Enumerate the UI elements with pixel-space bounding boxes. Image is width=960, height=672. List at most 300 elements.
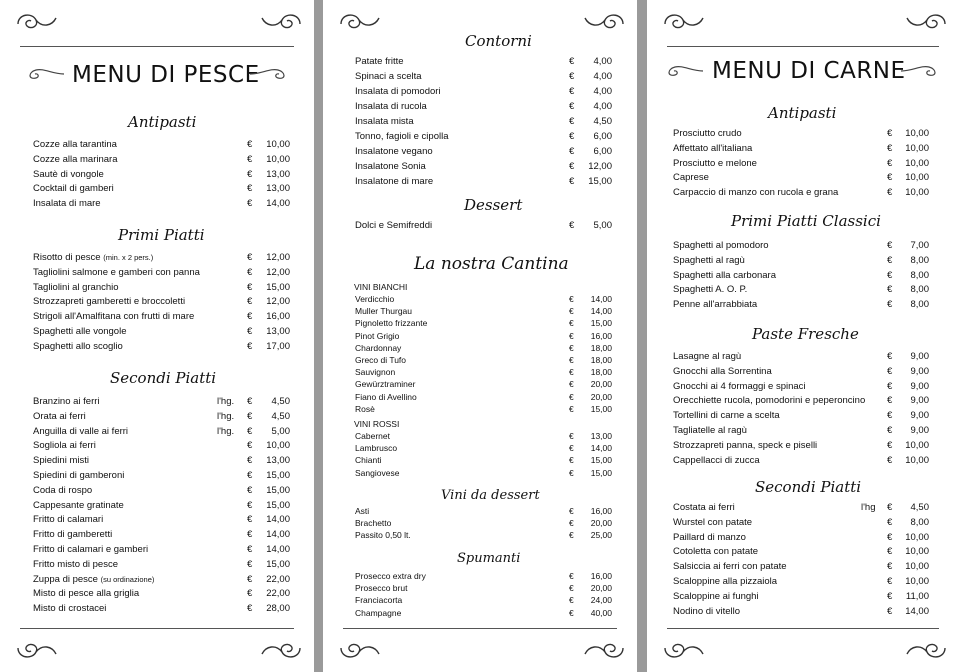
item-price: 9,00	[910, 410, 929, 422]
item-name: Cappesante gratinate	[33, 499, 124, 511]
item-name: Spaghetti alle vongole	[33, 326, 127, 337]
item-price: 16,00	[590, 330, 612, 341]
item-price: 18,00	[590, 367, 612, 378]
euro-sign: €	[247, 558, 253, 570]
menu-item	[0, 295, 314, 309]
item-price: 14,00	[590, 443, 612, 454]
menu-item	[647, 501, 960, 515]
item-name: Strigoli all'Amalfitana con frutti di mare	[33, 311, 195, 323]
ornament-flourish-icon	[258, 634, 304, 664]
item-name: Spinaci a scelta	[355, 71, 422, 82]
item-price: 4,50	[593, 116, 612, 127]
euro-sign: €	[569, 86, 575, 97]
item-price: 14,00	[905, 605, 929, 617]
item-name: Scaloppine alla pizzaiola	[673, 576, 778, 587]
menu-item	[0, 439, 314, 453]
item-name: Misto di crostacei	[33, 603, 107, 615]
menu-item	[0, 499, 314, 513]
menu-item	[323, 145, 637, 159]
item-price: 15,00	[266, 484, 290, 496]
item-price: 8,00	[910, 299, 929, 311]
title-rule	[667, 46, 939, 47]
menu-item	[0, 573, 314, 587]
euro-sign: €	[247, 588, 253, 600]
item-price: 13,00	[266, 183, 290, 195]
menu-item	[647, 590, 960, 604]
item-name: Gnocchi alla Sorrentina	[673, 365, 772, 377]
menu-item	[647, 157, 960, 171]
euro-sign: €	[887, 439, 893, 451]
item-price: 22,00	[266, 573, 290, 585]
menu-item	[0, 454, 314, 468]
menu-item	[0, 410, 314, 424]
section-heading-secondi: Secondi Piatti	[755, 478, 862, 496]
menu-item	[323, 378, 637, 390]
item-name: Wurstel con patate	[673, 516, 753, 528]
item-name: Tagliolini al granchio	[33, 281, 119, 293]
menu-item	[0, 197, 314, 211]
euro-sign: €	[569, 355, 574, 365]
menu-item	[323, 366, 637, 378]
euro-sign: €	[247, 183, 253, 195]
euro-sign: €	[887, 395, 893, 407]
item-name: Pignoletto frizzante	[355, 318, 428, 329]
item-name: Tonno, fagioli e cipolla	[355, 131, 449, 142]
item-price: 8,00	[910, 284, 929, 296]
euro-sign: €	[569, 607, 574, 618]
item-name: Cozze alla marinara	[33, 153, 118, 165]
item-name: Strozzapreti panna, speck e piselli	[673, 439, 818, 451]
item-price: 15,00	[266, 281, 290, 293]
item-name: Fritto di calamari	[33, 514, 104, 526]
euro-sign: €	[247, 168, 253, 180]
menu-item	[647, 298, 960, 312]
item-name: Scaloppine ai funghi	[673, 590, 759, 602]
ornament-flourish-icon	[661, 634, 707, 664]
item-price: 18,00	[590, 355, 612, 365]
euro-sign: €	[569, 443, 574, 454]
item-name: Cappellacci di zucca	[673, 454, 760, 466]
item-price: 10,00	[905, 546, 929, 558]
euro-sign: €	[247, 455, 253, 467]
euro-sign: €	[247, 311, 253, 323]
item-name: Champagne	[355, 607, 402, 618]
item-name: Strozzapreti gamberetti e broccoletti	[33, 296, 186, 308]
item-price: 17,00	[266, 340, 290, 352]
item-name: Orata ai ferri	[33, 410, 86, 422]
euro-sign: €	[247, 296, 253, 308]
item-name: Chianti	[355, 455, 382, 466]
euro-sign: €	[247, 340, 253, 352]
menu-item	[647, 605, 960, 619]
section-heading-vini-dessert: Vini da dessert	[441, 488, 540, 503]
menu-item	[647, 350, 960, 364]
menu-item	[323, 582, 637, 594]
menu-item	[0, 543, 314, 557]
item-price: 8,00	[910, 269, 929, 281]
item-name: Cozze alla tarantina	[33, 139, 117, 150]
item-name: Gewürztraminer	[355, 379, 416, 390]
euro-sign: €	[247, 603, 253, 615]
item-price: 15,00	[266, 499, 290, 511]
item-price: 16,00	[590, 571, 612, 581]
euro-sign: €	[887, 299, 893, 311]
menu-item	[323, 570, 637, 582]
item-price: 24,00	[590, 595, 612, 606]
title-swash-left-icon	[24, 66, 66, 82]
menu-item	[0, 153, 314, 167]
euro-sign: €	[247, 326, 253, 337]
menu-item	[647, 516, 960, 530]
bottom-rule	[667, 628, 939, 629]
menu-item	[323, 115, 637, 129]
menu-item	[323, 100, 637, 114]
menu-item	[323, 607, 637, 619]
euro-sign: €	[247, 266, 253, 278]
euro-sign: €	[887, 351, 893, 362]
euro-sign: €	[569, 391, 574, 402]
item-price: 10,00	[905, 172, 929, 184]
item-name: Asti	[355, 506, 370, 516]
item-name: Salsiccia ai ferri con patate	[673, 561, 787, 573]
item-price: 8,00	[910, 254, 929, 266]
item-name: Cotoletta con patate	[673, 546, 759, 558]
euro-sign: €	[569, 571, 574, 581]
menu-item	[647, 545, 960, 559]
euro-sign: €	[247, 484, 253, 496]
euro-sign: €	[569, 342, 574, 353]
menu-item	[0, 310, 314, 324]
menu-item	[0, 558, 314, 572]
item-price: 14,00	[266, 198, 290, 210]
euro-sign: €	[569, 306, 574, 317]
menu-item	[0, 587, 314, 601]
item-name: Verdicchio	[355, 294, 395, 304]
item-price: 9,00	[910, 380, 929, 392]
item-note: (su ordinazione)	[100, 574, 155, 584]
menu-item	[647, 560, 960, 574]
item-price: 15,00	[590, 403, 612, 414]
menu-item	[323, 330, 637, 342]
euro-sign: €	[247, 410, 253, 422]
item-price: 10,00	[905, 454, 929, 466]
euro-sign: €	[569, 367, 574, 378]
euro-sign: €	[569, 131, 575, 142]
menu-item	[0, 325, 314, 339]
section-heading-antipasti: Antipasti	[768, 104, 837, 122]
euro-sign: €	[247, 529, 253, 541]
menu-item	[647, 283, 960, 297]
euro-sign: €	[887, 254, 893, 266]
item-price: 10,00	[905, 128, 929, 139]
item-name: Lambrusco	[355, 443, 398, 454]
item-price: 13,00	[266, 168, 290, 180]
item-price: 10,00	[905, 439, 929, 451]
section-heading-contorni: Contorni	[465, 32, 532, 50]
menu-item	[323, 505, 637, 517]
ornament-flourish-icon	[903, 634, 949, 664]
title-rule	[20, 46, 294, 47]
item-price: 11,00	[905, 590, 929, 602]
middle-menu-panel	[323, 0, 637, 672]
item-name: Fritto di calamari e gamberi	[33, 544, 149, 555]
item-price: 4,50	[271, 396, 290, 407]
item-name: Fiano di Avellino	[355, 391, 417, 402]
euro-sign: €	[569, 146, 575, 157]
euro-sign: €	[569, 294, 574, 304]
euro-sign: €	[569, 379, 574, 390]
euro-sign: €	[247, 544, 253, 555]
menu-item	[0, 251, 314, 265]
euro-sign: €	[247, 198, 253, 210]
item-name: Spaghetti allo scoglio	[33, 340, 123, 352]
item-price: 4,50	[910, 502, 929, 513]
euro-sign: €	[887, 425, 893, 436]
euro-sign: €	[887, 590, 893, 602]
item-price: 13,00	[266, 455, 290, 467]
euro-sign: €	[887, 561, 893, 573]
bottom-rule	[20, 628, 294, 629]
euro-sign: €	[569, 176, 575, 187]
menu-item	[0, 484, 314, 498]
ornament-flourish-icon	[581, 634, 627, 664]
menu-item	[0, 513, 314, 527]
euro-sign: €	[569, 518, 574, 529]
menu-item	[0, 395, 314, 409]
menu-item	[647, 269, 960, 283]
item-name: Sautè di vongole	[33, 168, 104, 180]
item-unit: l'hg.	[217, 410, 235, 422]
euro-sign: €	[569, 431, 574, 441]
item-name: Insalata di rucola	[355, 101, 427, 112]
item-name: Insalatone Sonia	[355, 161, 426, 172]
fish-menu-title: MENU DI PESCE	[72, 62, 260, 88]
item-name: Paillard di manzo	[673, 531, 746, 543]
euro-sign: €	[569, 583, 574, 594]
item-name: Carpaccio di manzo con rucola e grana	[673, 187, 839, 199]
item-price: 15,00	[590, 318, 612, 329]
ornament-flourish-icon	[661, 8, 707, 38]
menu-item	[647, 239, 960, 253]
item-name: Franciacorta	[355, 595, 403, 606]
menu-item	[323, 130, 637, 144]
ornament-flourish-icon	[903, 8, 949, 38]
item-name: Branzino ai ferri	[33, 396, 100, 407]
euro-sign: €	[569, 220, 575, 231]
menu-item	[323, 454, 637, 466]
ornament-flourish-icon	[337, 8, 383, 38]
item-price: 40,00	[590, 607, 612, 618]
euro-sign: €	[887, 605, 893, 617]
menu-item	[323, 517, 637, 529]
item-price: 14,00	[266, 544, 290, 555]
euro-sign: €	[887, 187, 893, 199]
section-heading-spumanti: Spumanti	[457, 551, 521, 566]
euro-sign: €	[569, 530, 574, 541]
item-name: Cabernet	[355, 431, 390, 441]
item-name: Insalatone di mare	[355, 176, 434, 187]
item-name: Misto di pesce alla griglia	[33, 588, 140, 600]
item-name: Gnocchi ai 4 formaggi e spinaci	[673, 380, 806, 392]
item-name: Nodino di vitello	[673, 605, 741, 617]
euro-sign: €	[247, 153, 253, 165]
item-price: 20,00	[590, 379, 612, 390]
item-price: 12,00	[588, 161, 612, 172]
item-name: Tortellini di carne a scelta	[673, 410, 780, 422]
item-price: 9,00	[910, 351, 929, 362]
euro-sign: €	[569, 101, 575, 112]
euro-sign: €	[569, 161, 575, 172]
item-price: 16,00	[590, 506, 612, 516]
euro-sign: €	[569, 467, 574, 478]
menu-item	[0, 168, 314, 182]
menu-item	[0, 281, 314, 295]
item-price: 4,00	[593, 56, 612, 67]
menu-item	[0, 469, 314, 483]
menu-item	[323, 305, 637, 317]
euro-sign: €	[887, 546, 893, 558]
item-price: 15,00	[588, 176, 612, 187]
menu-item	[647, 439, 960, 453]
item-name: Brachetto	[355, 518, 392, 529]
menu-item	[0, 182, 314, 196]
item-price: 4,00	[593, 86, 612, 97]
euro-sign: €	[887, 172, 893, 184]
menu-item	[647, 142, 960, 156]
euro-sign: €	[887, 365, 893, 377]
item-name: Spaghetti alla carbonara	[673, 269, 776, 281]
euro-sign: €	[569, 116, 575, 127]
item-price: 15,00	[590, 455, 612, 466]
item-price: 4,00	[593, 71, 612, 82]
menu-item	[323, 175, 637, 189]
menu-item	[0, 602, 314, 616]
item-name: Spaghetti A. O. P.	[673, 284, 748, 296]
item-price: 10,00	[905, 531, 929, 543]
menu-item	[323, 219, 637, 233]
item-unit: l'hg	[861, 502, 876, 513]
euro-sign: €	[247, 281, 253, 293]
menu-item	[647, 127, 960, 141]
meat-menu-panel	[647, 0, 960, 672]
menu-item	[647, 380, 960, 394]
item-price: 5,00	[593, 220, 612, 231]
menu-item	[323, 442, 637, 454]
euro-sign: €	[887, 240, 893, 251]
item-unit: l'hg.	[217, 425, 235, 437]
euro-sign: €	[569, 403, 574, 414]
item-price: 20,00	[590, 518, 612, 529]
item-price: 6,00	[593, 131, 612, 142]
item-name: Penne all'arrabbiata	[673, 299, 758, 311]
item-price: 10,00	[905, 576, 929, 587]
menu-item	[323, 403, 637, 415]
item-name: Cocktail di gamberi	[33, 183, 114, 195]
menu-item	[647, 171, 960, 185]
menu-item	[647, 575, 960, 589]
item-unit: l'hg.	[217, 396, 235, 407]
euro-sign: €	[247, 499, 253, 511]
item-name: Spaghetti al pomodoro	[673, 240, 769, 251]
item-price: 20,00	[590, 583, 612, 594]
item-price: 12,00	[266, 266, 290, 278]
menu-item	[0, 528, 314, 542]
item-price: 13,00	[266, 326, 290, 337]
title-swash-right-icon	[248, 66, 290, 82]
euro-sign: €	[887, 531, 893, 543]
wine-subheading-white: VINI BIANCHI	[354, 282, 408, 292]
item-name: Fritto misto di pesce	[33, 558, 118, 570]
item-price: 14,00	[266, 529, 290, 541]
menu-item	[647, 409, 960, 423]
menu-item	[323, 342, 637, 354]
title-swash-left-icon	[663, 63, 705, 79]
ornament-flourish-icon	[581, 8, 627, 38]
menu-item	[323, 55, 637, 69]
item-name: Spiedini di gamberoni	[33, 470, 125, 481]
item-price: 10,00	[905, 157, 929, 169]
item-name: Insalata di pomodori	[355, 86, 441, 97]
item-price: 22,00	[266, 588, 290, 600]
item-name: Tagliolini salmone e gamberi con panna	[33, 266, 200, 278]
item-name: Tagliatelle al ragù	[673, 425, 747, 436]
menu-item	[647, 424, 960, 438]
menu-item	[323, 529, 637, 541]
section-heading-dessert: Dessert	[464, 196, 523, 214]
item-price: 8,00	[910, 516, 929, 528]
section-heading-primi: Primi Piatti Classici	[731, 212, 881, 230]
menu-item	[323, 594, 637, 606]
menu-item	[323, 293, 637, 305]
menu-item	[323, 430, 637, 442]
euro-sign: €	[887, 269, 893, 281]
item-name: Prosecco brut	[355, 583, 408, 594]
meat-menu-title: MENU DI CARNE	[712, 58, 906, 84]
item-price: 9,00	[910, 425, 929, 436]
item-name: Chardonnay	[355, 342, 402, 353]
item-price: 20,00	[590, 391, 612, 402]
item-price: 10,00	[905, 187, 929, 199]
section-heading-antipasti: Antipasti	[128, 113, 197, 131]
item-name: Fritto di gamberetti	[33, 529, 113, 541]
ornament-flourish-icon	[337, 634, 383, 664]
euro-sign: €	[569, 71, 575, 82]
menu-item	[647, 254, 960, 268]
item-price: 14,00	[266, 514, 290, 526]
item-name: Risotto di pesce (min. x 2 pers.)	[33, 252, 154, 263]
item-price: 14,00	[590, 294, 612, 304]
euro-sign: €	[887, 410, 893, 422]
item-name: Rosè	[355, 403, 375, 414]
section-heading-primi: Primi Piatti	[118, 226, 205, 244]
euro-sign: €	[887, 142, 893, 154]
item-name: Greco di Tufo	[355, 355, 407, 365]
euro-sign: €	[247, 514, 253, 526]
menu-item	[323, 354, 637, 366]
item-name: Muller Thurgau	[355, 306, 413, 317]
euro-sign: €	[247, 573, 253, 585]
euro-sign: €	[887, 502, 893, 513]
item-price: 25,00	[590, 530, 612, 541]
euro-sign: €	[569, 330, 574, 341]
menu-item	[323, 85, 637, 99]
menu-item	[323, 467, 637, 479]
item-name: Spaghetti al ragù	[673, 254, 745, 266]
item-name: Coda di rospo	[33, 484, 93, 496]
euro-sign: €	[887, 576, 893, 587]
item-price: 15,00	[266, 558, 290, 570]
item-name: Sogliola ai ferri	[33, 440, 96, 452]
